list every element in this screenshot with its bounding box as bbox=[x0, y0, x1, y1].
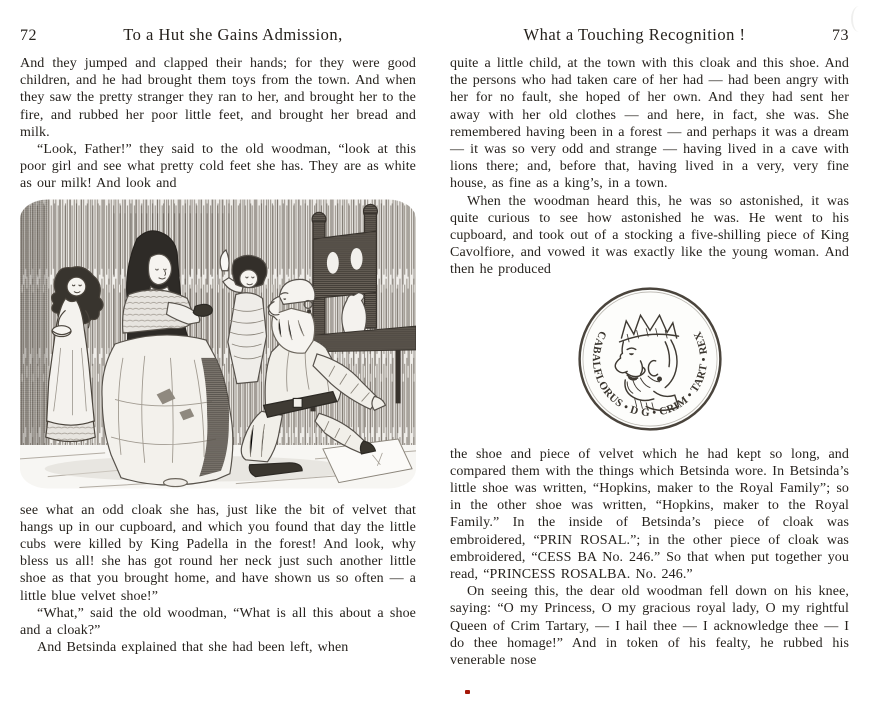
paragraph: And Betsinda explained that she had been left, when bbox=[37, 640, 349, 656]
page-left bbox=[0, 0, 434, 704]
page-number-right: 73 bbox=[832, 27, 849, 44]
text-block-top-right bbox=[450, 55, 849, 279]
paragraph: see what an odd cloak she has, just like the bit of velvet that hangs up in our cupboard, and which you found that day the little cubs were killed by King Padella in the forest! And look, why bless us all! she has got round her neck just such another little shoe as that you brought home, and have shown us so often — a little blue velvet shoe!” bbox=[20, 502, 416, 604]
running-title-right: What a Touching Recognition ! bbox=[523, 25, 746, 44]
page-right bbox=[434, 0, 869, 704]
text-block-bottom-left bbox=[20, 502, 416, 657]
text-block-bottom-right bbox=[450, 446, 849, 670]
paragraph: When the woodman heard this, he was so astonished, it was quite curious to see how astonished he was. He went to his cupboard, and took out of a stocking a five-shilling piece of King Cavolfiore, and vowed it was exactly like the young woman. And then he produced bbox=[450, 193, 849, 278]
scan-artifact-red-dot bbox=[465, 690, 470, 694]
paragraph: quite a little child, at the town with this cloak and this shoe. And the persons who had taken care of her had — had been angry with her for no fault, she hoped of her own. And they had sent her away with her old clothes — and here, in fact, she was. She remembered having been in a forest — and perhaps it was a dream — it was so very odd and strange — having lived in a cave with lions there; and, before that, having lived in a very, very fine house, as fine as a king’s, in a town. bbox=[450, 56, 849, 192]
woodcut-scene-graphic bbox=[20, 199, 416, 489]
paragraph: And they jumped and clapped their hands; for they were good children, and he had brought them toys from the town. And when they saw the pretty stranger they ran to her, and brought her to the fire, and rubbed her poor little feet, and brought her bread and milk. bbox=[20, 56, 416, 140]
coin-inscription: CABALFLORUS • D G • CRIM • TART • REX bbox=[589, 328, 710, 419]
coin-graphic bbox=[572, 281, 728, 437]
paragraph: the shoe and piece of velvet which he had kept so long, and compared them with the things which Betsinda wore. In Betsinda’s little shoe was written, “Hopkins, maker to the Royal Family”; so in the other shoe was written, “Hopkins, maker to the Royal Family.” In the inside of Betsinda’s piece of cloak was embroidered, “PRIN ROSAL.”; in the other piece of cloak was embroidered, “CESS BA No. 246.” So that when put together you read, “PRINCESS ROSALBA. No. 246.” bbox=[450, 446, 849, 583]
running-head-left bbox=[20, 24, 416, 47]
paragraph: On seeing this, the dear old woodman fell down on his knee, saying: “O my Princess, O my gracious royal lady, O my rightful Queen of Crim Tartary, — I hail thee — I acknowledge thee — I do thee homage!” And in token of his fealty, he rubbed his venerable nose bbox=[450, 584, 849, 669]
running-title-left: To a Hut she Gains Admission, bbox=[123, 25, 343, 44]
coin-illustration bbox=[572, 281, 728, 442]
running-head-right bbox=[450, 24, 849, 47]
woodcut-illustration bbox=[20, 199, 416, 494]
paragraph: “Look, Father!” they said to the old woodman, “look at this poor girl and see what pretty cold feet she has. They are as white as our milk! And look and bbox=[20, 142, 416, 192]
scan-artifact-corner-mark bbox=[851, 6, 867, 32]
paragraph: “What,” said the old woodman, “What is all this about a shoe and a cloak?” bbox=[20, 605, 416, 639]
page-number-left: 72 bbox=[20, 27, 37, 44]
text-block-top-left bbox=[20, 55, 416, 193]
